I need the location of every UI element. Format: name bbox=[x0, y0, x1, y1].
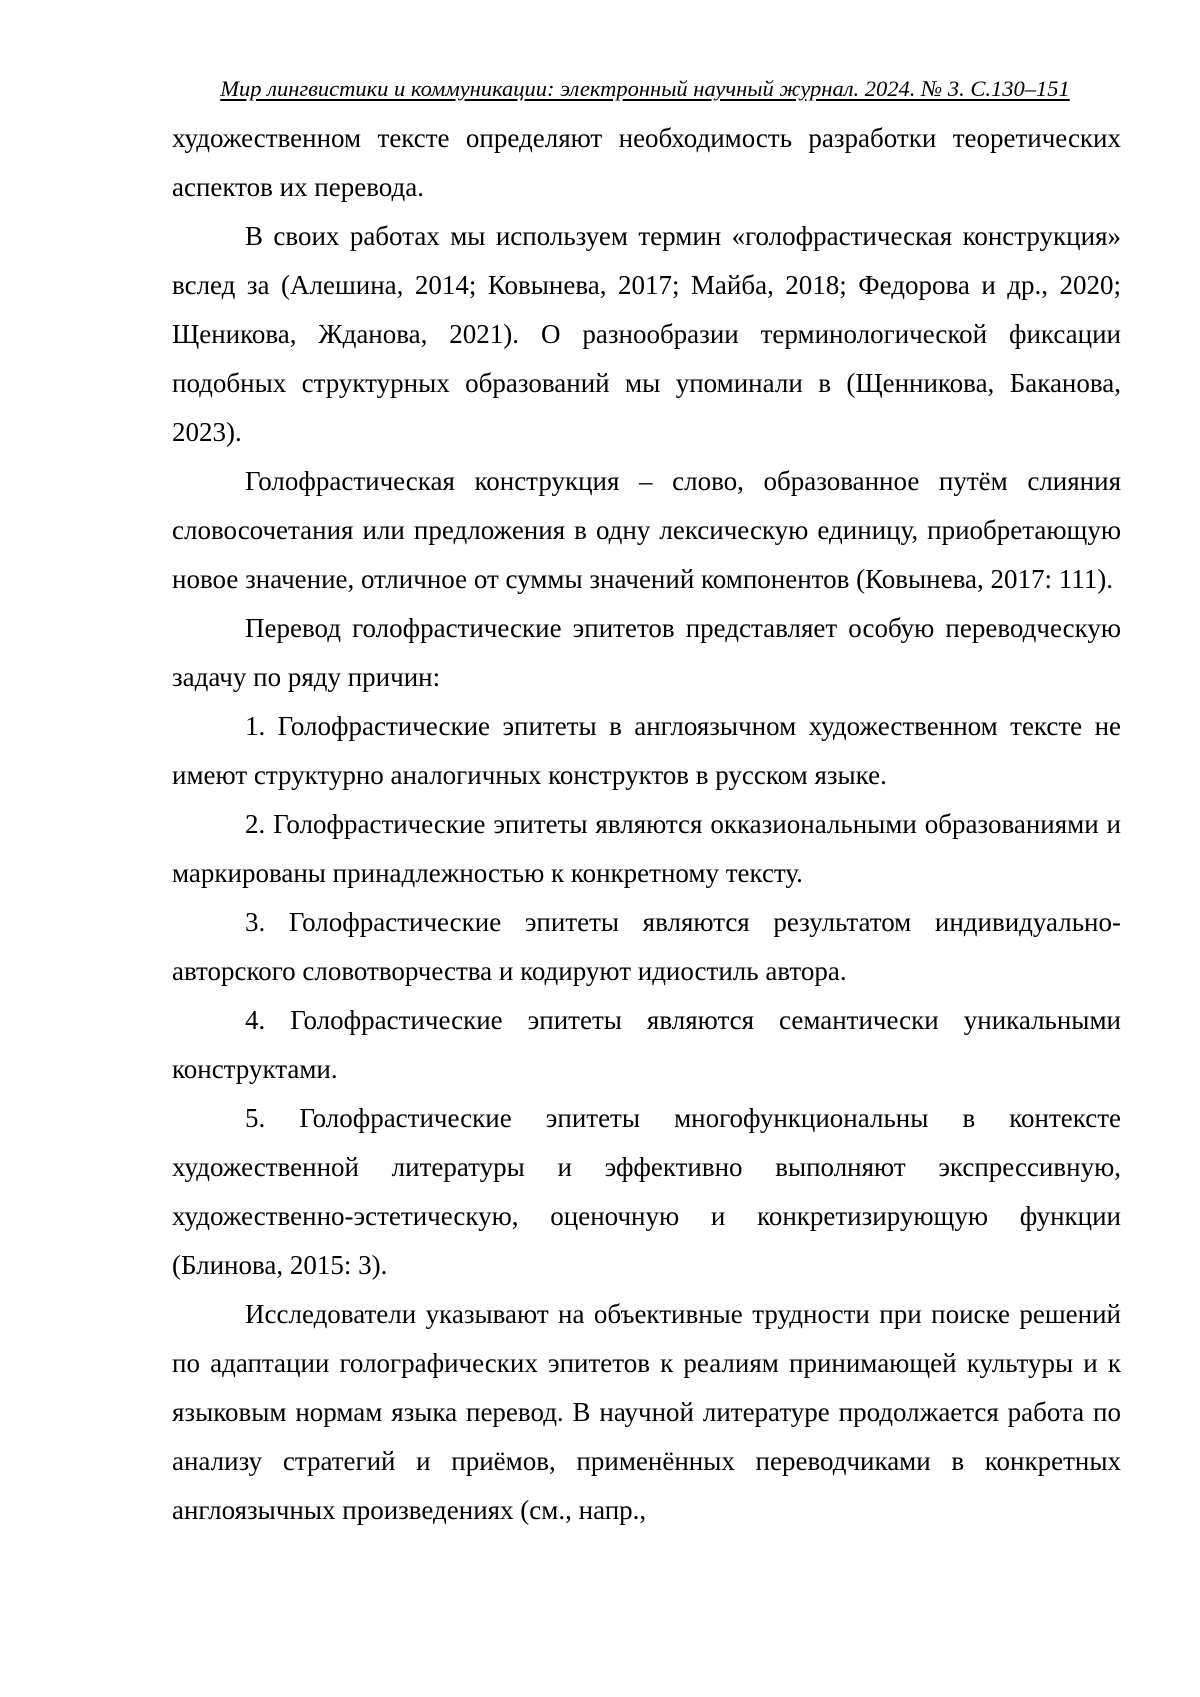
list-item-4: 4. Голофрастические эпитеты являются семантически уникальными конструктами. bbox=[172, 1005, 1121, 1084]
paragraph-researchers: Исследователи указывают на объективные трудности при поиске решений по адаптации голографических эпитетов к реалиям принимающей культуры и к языковым нормам языка перевод. В научной литературе продолжается работа по анализу стратегий и приёмов, применённых переводчиками в конкретных англоязычных произведениях (см., напр., bbox=[172, 1299, 1121, 1525]
paragraph-terminology: В своих работах мы используем термин «голофрастическая конструкция» вслед за (Алешина, 2014; Ковынева, 2017; Майба, 2018; Федорова и др., 2020; Щеникова, Жданова, 2021). О разнообразии терминологической фиксации подобных структурных образований мы упоминали в (Щенникова, Баканова, 2023). bbox=[172, 221, 1121, 447]
list-item-3: 3. Голофрастические эпитеты являются результатом индивидуально-авторского словотворчества и кодируют идиостиль автора. bbox=[172, 907, 1121, 986]
list-item-5: 5. Голофрастические эпитеты многофункциональны в контексте художественной литературы и эффективно выполняют экспрессивную, художественно-эстетическую, оценочную и конкретизирующую функции (Блинова, 2015: 3). bbox=[172, 1103, 1121, 1280]
list-item-2: 2. Голофрастические эпитеты являются окказиональными образованиями и маркированы принадлежностью к конкретному тексту. bbox=[172, 809, 1121, 888]
paragraph-translation-task: Перевод голофрастические эпитетов представляет особую переводческую задачу по ряду причин: bbox=[172, 613, 1121, 692]
paragraph-continuation: художественном тексте определяют необходимость разработки теоретических аспектов их перевода. bbox=[172, 123, 1121, 202]
body-text bbox=[172, 114, 1121, 1535]
list-item-1: 1. Голофрастические эпитеты в англоязычном художественном тексте не имеют структурно аналогичных конструктов в русском языке. bbox=[172, 711, 1121, 790]
paragraph-definition: Голофрастическая конструкция – слово, образованное путём слияния словосочетания или предложения в одну лексическую единицу, приобретающую новое значение, отличное от суммы значений компонентов (Ковынева, 2017: 111). bbox=[172, 466, 1121, 594]
running-header: Мир лингвистики и коммуникации: электронный научный журнал. 2024. № 3. С.130–151 bbox=[220, 76, 1070, 101]
